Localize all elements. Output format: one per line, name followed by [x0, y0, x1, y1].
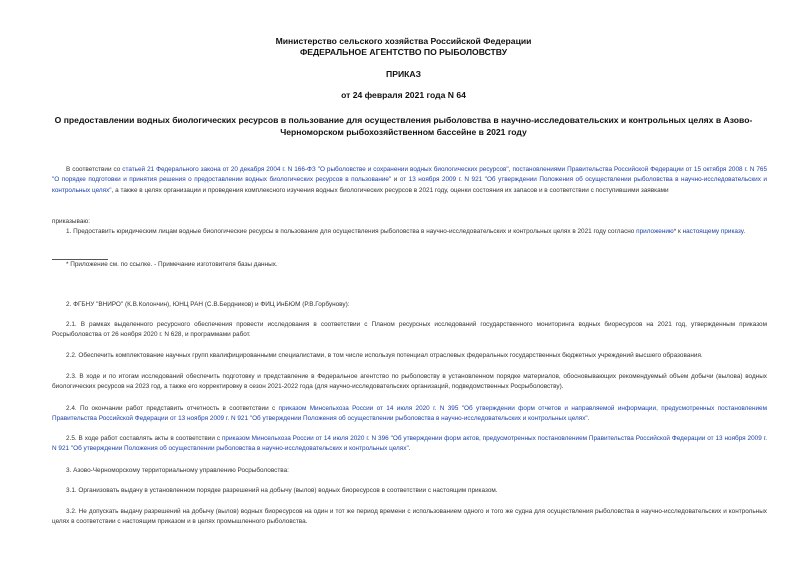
document-title: О предоставлении водных биологических ресурсов в пользование для осуществления рыболовства в научно-исследовательских и контрольных целях в Азово-Черноморском рыбохозяйственном бассейне в 2021 году — [54, 115, 753, 137]
item-text: * к — [673, 228, 683, 235]
item-3-2: 3.2. Не допускать выдачу разрешений на добычу (вылов) водных биоресурсов на один и тот же период времени с использованием одного и того же судна для осуществления рыболовства в научно-исследовательских и контрольных целях в соответствии с настоящим приказом и в целях промышленного рыболовства. — [52, 508, 767, 526]
link-minselkhoz-order-395[interactable]: приказом Минсельхоза России от 14 июля 2020 г. N 395 "Об утверждении форм отчетов и направляемой информации, предусмотренных постановлением Правительства Российской Федерации от 13 ноября 2009 г. N 921 "Об утверждении Положения об осуществлении рыболовства в научно-исследовательских и контрольных целях" — [52, 405, 767, 423]
link-government-decree-765[interactable]: постановлениями Правительства Российской Федерации от 15 октября 2008 г. N 765 "О порядке подготовки и принятия решения о предоставлении водных биологических ресурсов в пользование" — [52, 166, 767, 184]
item-2-3: 2.3. В ходе и по итогам исследований обеспечить подготовку и представление в Федеральное агентство по рыболовству в установленном порядке материалов, обосновывающих рекомендуемый объем добычи (вылова) водных биологических ресурсов на 2023 год, а также его корректировку в сезон 2021-2022 года (для научно-исследовательских организаций, подведомственных Росрыболовству). — [52, 373, 767, 391]
ministry-name: Министерство сельского хозяйства Российской Федерации — [275, 36, 532, 46]
document-date-number: от 24 февраля 2021 года N 64 — [341, 90, 466, 100]
item-3-1: 3.1. Организовать выдачу в установленном порядке разрешений на добычу (вылов) водных биоресурсов в соответствии с настоящим приказом. — [66, 487, 498, 494]
item-2-4 — [52, 404, 767, 425]
item-text: 2.5. В ходе работ составлять акты в соответствии с — [66, 435, 222, 442]
item-2-5 — [52, 434, 767, 455]
preamble-text: , а также в целях организации и проведения комплексного изучения водных биологических ресурсов в 2021 году, оценки состояния их запасов и в соответствии с поступившими заявками — [111, 186, 669, 194]
link-government-decree-921[interactable]: от 13 ноября 2009 г. N 921 "Об утверждении Положения об осуществлении рыболовства в научно-исследовательских и контрольных целях" — [52, 176, 767, 194]
document-type: ПРИКАЗ — [386, 69, 421, 79]
preamble — [52, 165, 767, 196]
item-2: 2. ФГБНУ "ВНИРО" (К.В.Колончин), ЮНЦ РАН (С.В.Бердников) и ФИЦ ИнБЮМ (Р.В.Горбунову): — [66, 301, 350, 308]
order-word: приказываю: — [52, 218, 90, 225]
item-3: 3. Азово-Черноморскому территориальному управлению Росрыболовства: — [66, 467, 289, 474]
item-text: . — [743, 228, 746, 235]
item-2-2: 2.2. Обеспечить комплектование научных групп квалифицированными специалистами, в том числе используя потенциал отраслевых федеральных государственных бюджетных учреждений высшего образования. — [66, 352, 703, 359]
item-text: 2.4. По окончании работ представить отчетность в соответствии с — [66, 405, 279, 412]
item-text: 1. Предоставить юридическим лицам водные биологические ресурсы в пользование для осуществления рыболовства в научно-исследовательских и контрольных целях в 2021 году согласно — [66, 228, 637, 235]
item-1 — [52, 227, 767, 237]
item-2-1: 2.1. В рамках выделенного ресурсного обеспечения провести исследования в соответствии с Планом ресурсных исследований государственного мониторинга водных биоресурсов на 2021 год, утвержденным приказом Росрыболовства от 26 ноября 2020 г. N 628, и программами работ. — [52, 321, 767, 339]
link-minselkhoz-order-396[interactable]: приказом Минсельхоза России от 14 июля 2020 г. N 396 "Об утверждении форм актов, предусмотренных постановлением Правительства Российской Федерации от 13 ноября 2009 г. N 921 "Об утверждении Положения об осуществлении рыболовства в научно-исследовательских и контрольных целях" — [52, 435, 767, 453]
link-this-order[interactable]: настоящему приказу — [682, 228, 744, 235]
item-text: . — [408, 445, 411, 453]
preamble-text: и — [391, 176, 400, 184]
footnote: * Приложение см. по ссылке. - Примечание изготовителя базы данных. — [66, 261, 278, 268]
agency-name: ФЕДЕРАЛЬНОЕ АГЕНТСТВО ПО РЫБОЛОВСТВУ — [299, 47, 508, 57]
preamble-text: , — [508, 166, 513, 173]
preamble-text: В соответствии со — [66, 166, 123, 173]
link-appendix[interactable]: приложению — [636, 228, 674, 235]
item-text: . — [587, 415, 590, 423]
link-federal-law-article-21[interactable]: статьей 21 Федерального закона от 20 декабря 2004 г. N 166-ФЗ "О рыболовстве и сохранении водных биологических ресурсов" — [122, 166, 509, 173]
